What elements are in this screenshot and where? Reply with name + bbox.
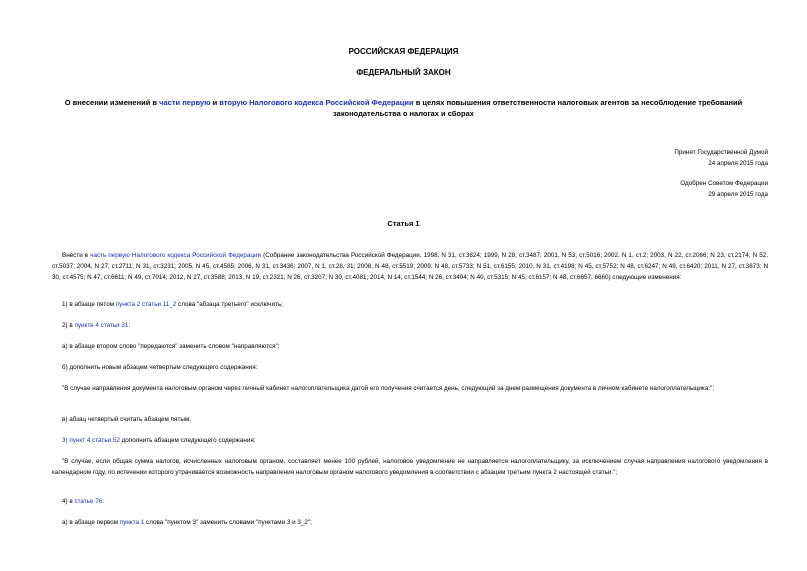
item-1 bbox=[52, 299, 768, 310]
item-2a: а) в абзаце втором слово "передаются" заменить словом "направляются"; bbox=[62, 343, 280, 350]
title-mid: и bbox=[210, 98, 220, 107]
item-4-post: : bbox=[102, 498, 104, 505]
link-part-one-tax-code[interactable]: часть первую Налогового кодекса Российской Федерации bbox=[90, 252, 262, 259]
header-doc-type: ФЕДЕРАЛЬНЫЙ ЗАКОН bbox=[356, 68, 451, 77]
item-1-pre: 1) в абзаце пятом bbox=[62, 301, 116, 308]
item-4a-post: слова "пунктом 3" заменить словами "пунктами 3 и 3_2"; bbox=[144, 519, 312, 526]
item-3-post: дополнить абзацем следующего содержания: bbox=[119, 437, 256, 444]
article-heading: Статья 1 bbox=[387, 219, 420, 228]
item-2b: б) дополнить новым абзацем четвертым следующего содержания: bbox=[62, 364, 258, 371]
item-4a bbox=[52, 517, 768, 528]
item-4a-pre: а) в абзаце первом bbox=[62, 519, 120, 526]
item-3-quote: "В случае, если общая сумма налогов, исчисленных налоговым органом, составляет менее 100 рублей, налоговое уведомление не направляется налогоплательщику, за исключением случая направления налогового уведомления в календарном году, по истечении которого утрачивается возможность направления налоговым органом налогового уведомления в соответствии с абзацем третьим пункта 2 настоящей статьи."; bbox=[52, 458, 768, 476]
link-item-2[interactable]: пункте 4 статьи 31 bbox=[74, 322, 129, 329]
title-link-part-one[interactable]: части первую bbox=[159, 98, 211, 107]
item-1-post: слова "абзаца третьего" исключить; bbox=[176, 301, 283, 308]
adoption-duma-date: 24 апреля 2015 года bbox=[708, 160, 768, 167]
item-3 bbox=[52, 435, 768, 446]
title-pre: О внесении изменений в bbox=[64, 98, 160, 107]
adoption-duma-label: Принят Государственной Думой bbox=[674, 149, 768, 156]
item-2c: в) абзац четвертый считать абзацем пятым; bbox=[62, 416, 191, 423]
item-2-pre: 2) в bbox=[62, 322, 75, 329]
link-item-1[interactable]: пункта 2 статьи 11_2 bbox=[115, 301, 177, 308]
title-post: в целях повышения ответственности налоговых агентов за несоблюдение требований законодательства о налогах и сборах bbox=[333, 98, 743, 118]
item-2 bbox=[52, 320, 768, 331]
link-item-3-number[interactable]: 3) bbox=[62, 437, 68, 444]
p1-pre: Внести в bbox=[62, 252, 91, 259]
link-item-3[interactable]: пункт 4 статьи 52 bbox=[69, 437, 120, 444]
adoption-council-label: Одобрен Советом Федерации bbox=[680, 180, 768, 187]
link-item-4a[interactable]: пункта 1 bbox=[119, 519, 145, 526]
item-2-post: : bbox=[128, 322, 131, 329]
item-2b-quote: "В случае направления документа налоговым органом через личный кабинет налогоплательщика датой его получения считается день, следующий за днем размещения документа в личном кабинете налогоплательщика."; bbox=[62, 385, 715, 392]
adoption-council-date: 29 апреля 2015 года bbox=[708, 191, 768, 198]
title-link-part-two[interactable]: вторую Налогового кодекса Российской Федерации bbox=[219, 98, 414, 107]
law-title bbox=[52, 97, 755, 119]
item-4-pre: 4) в bbox=[62, 498, 75, 505]
header-country: РОССИЙСКАЯ ФЕДЕРАЦИЯ bbox=[348, 47, 459, 56]
link-item-4[interactable]: статье 76 bbox=[74, 498, 103, 505]
item-4 bbox=[52, 496, 768, 507]
article-intro-paragraph bbox=[52, 250, 768, 283]
p1-post: (Собрание законодательства Российской Федерации, 1998, N 31, ст.3824; 1999, N 28, ст.3487; 2001, N 53, ст.5016; 2002, N 1, ст.2; 2003, N 22, ст.2066; N 23, ст.2174; N 52, ст.5037; 2004, N 27, ст.2711; N 31, ст.3231; 2005, N 45, ст.4585; 2006, N 31, ст.3436; 2007, N 1, ст.28, 31; 2008, N 48, ст.5519; 2009, N 48, ст.5733; N 51, ст.6155; 2010, N 31, ст.4198; N 45, ст.5752; N 48, ст.6247; N 49, ст.6420; 2011, N 27, ст.3873; N 30, ст.4575; N 47, ст.6611; N 49, ст.7014; 2012, N 27, ст.3588; 2013, N 19, ст.2321; N 26, ст.3207; N 30, ст.4081; 2014, N 14, ст.1544; N 26, ст.3404; N 40, ст.5315; N 45, ст.6157; N 48, ст.6657, 6660) следующие изменения: bbox=[52, 252, 768, 281]
